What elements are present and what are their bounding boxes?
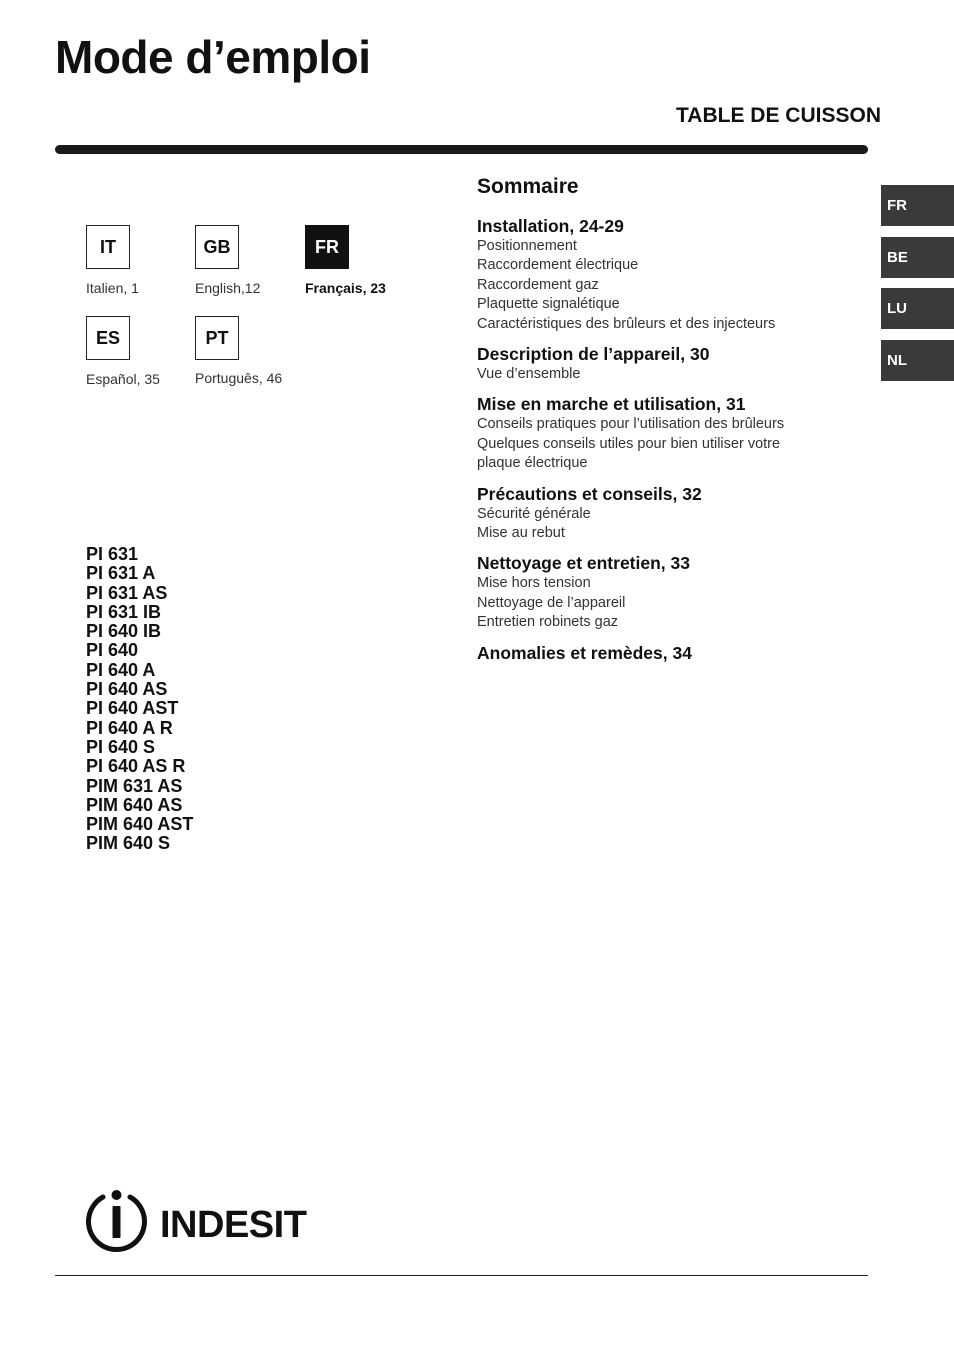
toc-item[interactable]: Conseils pratiques pour l’utilisation des brûleurs xyxy=(477,416,785,433)
toc-item[interactable]: Mise au rebut xyxy=(477,525,565,542)
toc-item[interactable]: Quelques conseils utiles pour bien utiliser votre xyxy=(477,435,781,452)
indesit-logo-icon xyxy=(86,1188,318,1254)
lang-box-gb[interactable]: GB xyxy=(195,225,239,269)
lang-caption-fr[interactable]: Français, 23 xyxy=(305,280,386,296)
model-item: PI 640 IB xyxy=(86,621,162,642)
model-item: PIM 640 S xyxy=(86,833,171,854)
top-divider xyxy=(55,145,868,154)
toc-section-usage xyxy=(477,394,857,473)
side-tab-fr[interactable]: FR xyxy=(881,185,954,226)
toc-section-troubleshooting xyxy=(477,643,857,664)
model-item: PI 631 IB xyxy=(86,601,162,622)
toc-section-title[interactable]: Nettoyage et entretien, 33 xyxy=(477,553,690,574)
model-list xyxy=(86,545,193,854)
toc-section-precautions xyxy=(477,484,857,544)
side-tab-lu[interactable]: LU xyxy=(881,288,954,329)
lang-box-pt[interactable]: PT xyxy=(195,316,239,360)
toc-section-installation xyxy=(477,216,857,334)
lang-box-it[interactable]: IT xyxy=(86,225,130,269)
page-title: Mode d’emploi xyxy=(55,31,371,83)
toc-item[interactable]: Nettoyage de l’appareil xyxy=(477,594,626,611)
brand-logo xyxy=(86,1188,318,1259)
lang-box-fr[interactable]: FR xyxy=(305,225,349,269)
toc-section-title[interactable]: Description de l’appareil, 30 xyxy=(477,344,710,365)
model-item: PI 631 A xyxy=(86,563,156,584)
toc-item[interactable]: Entretien robinets gaz xyxy=(477,614,619,631)
lang-caption-pt[interactable]: Português, 46 xyxy=(195,370,283,386)
model-item: PI 640 AS R xyxy=(86,756,186,777)
model-item: PIM 631 AS xyxy=(86,775,183,796)
toc-section-cleaning xyxy=(477,553,857,632)
toc-item[interactable]: plaque électrique xyxy=(477,455,588,472)
toc-item[interactable]: Plaquette signalétique xyxy=(477,296,620,313)
model-item: PI 640 S xyxy=(86,736,156,757)
model-item: PI 640 A xyxy=(86,659,156,680)
model-item: PIM 640 AST xyxy=(86,814,194,835)
toc-item[interactable]: Vue d’ensemble xyxy=(477,366,581,383)
toc-section-description xyxy=(477,344,857,384)
toc-item[interactable]: Mise hors tension xyxy=(477,575,591,592)
side-tab-be[interactable]: BE xyxy=(881,237,954,278)
model-item: PI 640 AS xyxy=(86,679,168,700)
toc-item[interactable]: Sécurité générale xyxy=(477,505,591,522)
toc-section-title[interactable]: Anomalies et remèdes, 34 xyxy=(477,642,692,663)
model-item: PIM 640 AS xyxy=(86,794,183,815)
toc-section-title[interactable]: Mise en marche et utilisation, 31 xyxy=(477,394,746,415)
toc-heading: Sommaire xyxy=(477,175,579,198)
toc-item[interactable]: Raccordement gaz xyxy=(477,276,599,293)
lang-caption-es[interactable]: Español, 35 xyxy=(86,371,160,387)
side-tab-nl[interactable]: NL xyxy=(881,340,954,381)
model-item: PI 640 AST xyxy=(86,698,179,719)
model-item: PI 631 AS xyxy=(86,582,168,603)
model-item: PI 631 xyxy=(86,544,139,564)
table-of-contents xyxy=(477,175,857,674)
model-item: PI 640 xyxy=(86,640,139,661)
bottom-divider xyxy=(55,1275,868,1276)
toc-item[interactable]: Positionnement xyxy=(477,238,577,254)
model-item: PI 640 A R xyxy=(86,717,173,738)
toc-section-title[interactable]: Précautions et conseils, 32 xyxy=(477,483,702,504)
lang-box-es[interactable]: ES xyxy=(86,316,130,360)
toc-section-title[interactable]: Installation, 24-29 xyxy=(477,216,624,236)
toc-item[interactable]: Caractéristiques des brûleurs et des injecteurs xyxy=(477,315,776,332)
document-subtitle: TABLE DE CUISSON xyxy=(676,104,881,127)
toc-item[interactable]: Raccordement électrique xyxy=(477,257,639,274)
lang-caption-it[interactable]: Italien, 1 xyxy=(86,280,139,296)
lang-caption-gb[interactable]: English,12 xyxy=(195,280,261,296)
svg-text:INDESIT: INDESIT xyxy=(160,1204,307,1246)
